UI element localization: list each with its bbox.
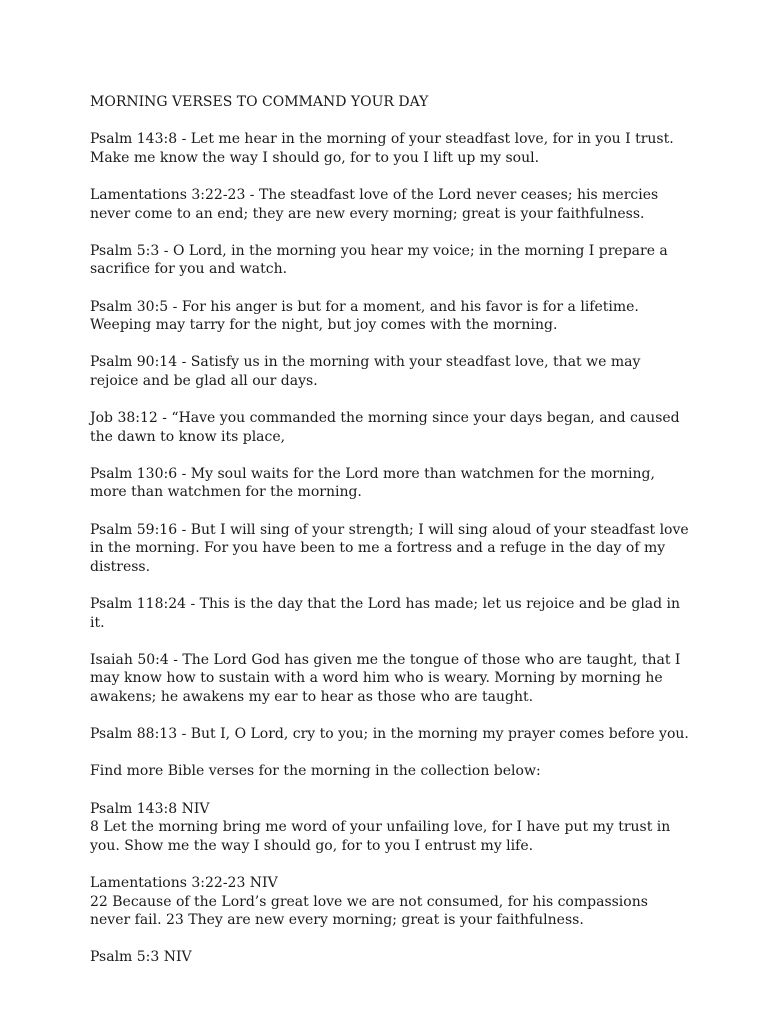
- verse-text: 8 Let the morning bring me word of your unfailing love, for I have put my trust in you. Show me the way I should go, for to you I entrust my life.: [90, 819, 671, 854]
- verse-paragraph: Psalm 5:3 - O Lord, in the morning you hear my voice; in the morning I prepare a sacrifice for you and watch.: [90, 242, 668, 278]
- verse-text: 22 Because of the Lord’s great love we are not consumed, for his compassions never fail. 23 They are new every morning; great is your faithfulness.: [90, 893, 648, 929]
- verse-reference-heading: Lamentations 3:22-23 NIV: [90, 874, 278, 891]
- verse-paragraph: Psalm 143:8 - Let me hear in the morning of your steadfast love, for in you I trust. Make me know the way I should go, for to you I lift up my soul.: [90, 131, 674, 166]
- collection-entry: [90, 800, 690, 856]
- verse-paragraph: Psalm 59:16 - But I will sing of your strength; I will sing aloud of your steadfast love in the morning. For you have been to me a fortress and a refuge in the day of my distress.: [90, 521, 689, 575]
- verse-paragraph: Psalm 88:13 - But I, O Lord, cry to you; in the morning my prayer comes before you.: [90, 726, 689, 743]
- verse-reference-heading: Psalm 143:8 NIV: [90, 800, 210, 817]
- document-title: MORNING VERSES TO COMMAND YOUR DAY: [90, 94, 429, 110]
- verse-paragraph: Psalm 30:5 - For his anger is but for a moment, and his favor is for a lifetime. Weeping may tarry for the night, but joy comes with the morning.: [90, 298, 639, 334]
- collection-intro: Find more Bible verses for the morning in the collection below:: [90, 763, 541, 780]
- collection-entry: [90, 948, 690, 967]
- document-page: [90, 93, 690, 986]
- verse-paragraph: Isaiah 50:4 - The Lord God has given me the tongue of those who are taught, that I may know how to sustain with a word him who is weary. Morning by morning he awakens; he awakens my ear to hear as those who are taught.: [90, 651, 681, 705]
- verse-paragraph: Psalm 130:6 - My soul waits for the Lord more than watchmen for the morning, more than watchmen for the morning.: [90, 465, 655, 501]
- collection-entry: [90, 874, 690, 930]
- verse-paragraph: Lamentations 3:22-23 - The steadfast love of the Lord never ceases; his mercies never come to an end; they are new every morning; great is your faithfulness.: [90, 186, 659, 222]
- verse-paragraph: Job 38:12 - “Have you commanded the morning since your days began, and caused the dawn to know its place,: [90, 410, 680, 445]
- verse-paragraph: Psalm 118:24 - This is the day that the Lord has made; let us rejoice and be glad in it.: [90, 596, 681, 631]
- verse-reference-heading: Psalm 5:3 NIV: [90, 949, 192, 966]
- verse-paragraph: Psalm 90:14 - Satisfy us in the morning with your steadfast love, that we may rejoice and be glad all our days.: [90, 354, 641, 389]
